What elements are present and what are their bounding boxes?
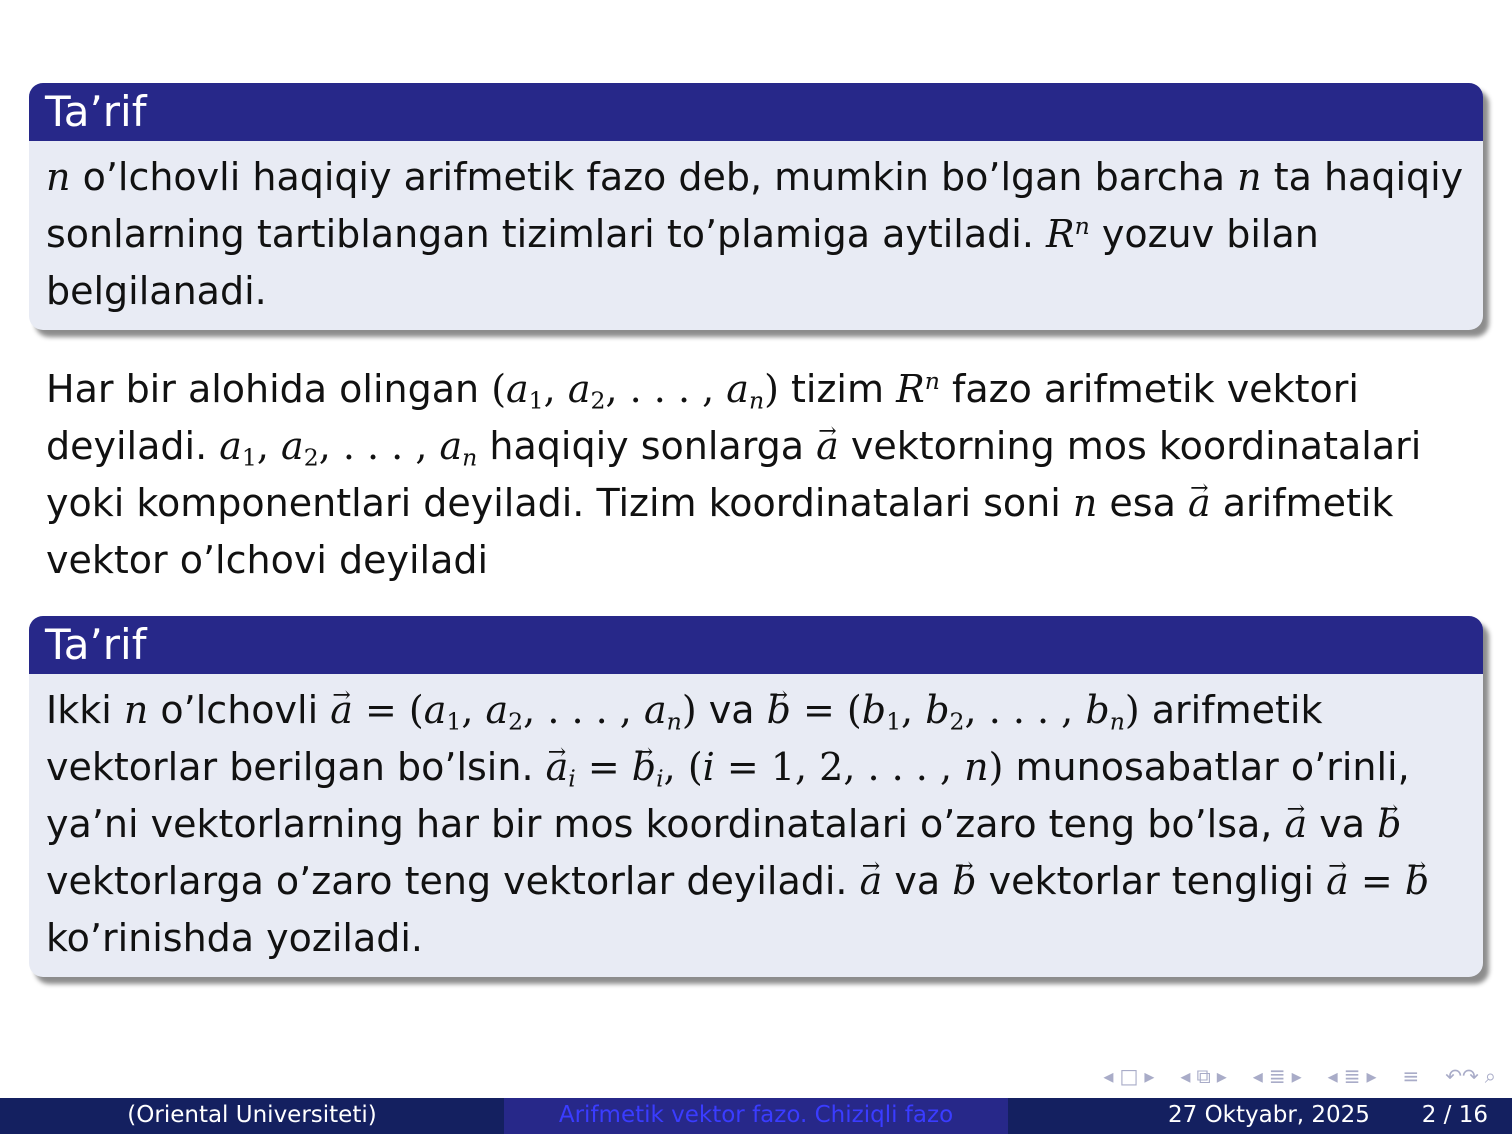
nav-right-arrow-icon[interactable]: ▸ [1291,1064,1302,1088]
footer-institution: (Oriental Universiteti) [0,1098,504,1134]
section-icon[interactable]: ≣ [1268,1064,1286,1088]
footer-right [1008,1098,1512,1134]
back-forward-icon[interactable]: ↶↷ [1445,1064,1479,1088]
nav-left-arrow-icon[interactable]: ◂ [1103,1064,1114,1088]
nav-left-arrow-icon[interactable]: ◂ [1180,1064,1191,1088]
vector-a: a → [1188,475,1211,532]
nav-right-arrow-icon[interactable]: ▸ [1144,1064,1155,1088]
footer-date: 27 Oktyabr, 2025 [1168,1102,1370,1128]
nav-right-arrow-icon[interactable]: ▸ [1366,1064,1377,1088]
appendix-icon[interactable]: ≡ [1402,1064,1420,1088]
footer-title: Arifmetik vektor fazo. Chiziqli fazo [504,1098,1008,1134]
search-icon[interactable]: ⌕ [1484,1064,1496,1088]
subsection-icon[interactable]: ⧉ [1196,1064,1211,1088]
definition-block-1 [29,83,1483,330]
block-title: Ta’rif [29,83,1483,141]
definition-block-2 [29,616,1483,977]
nav-left-arrow-icon[interactable]: ◂ [1252,1064,1263,1088]
main-paragraph: Har bir alohida olingan ($a_1$, $a_2$, . . . , $a_n$) tizim $R^n$ fazo arifmetik vektori deyiladi. $a_1$, $a_2$, . . . , $a_n$ haqiqiy sonlarga a → vektorning mos koordinatalari yoki komponentlari deyiladi. Tizim koordinatalari soni n esa a → arifmetik vektor o’lchovi deyiladi [46,361,1486,589]
vector-a: a → [816,418,839,475]
frame-icon[interactable]: □ [1119,1064,1139,1088]
block-body: Ikki n o’lchovli a → = ($a_1$, $a_2$, . . . , $a_n$) va b → = ($b_1$, $b_2$, . . . , $b_n$) arifmetik vektorlar berilgan bo’lsin. $a \to_i = b \to_i$, (i = 1, 2, . . . , n) munosabatlar o’rinli, ya’ni vektorlarning har bir mos koordinatalari o’zaro teng bo’lsa, a → va b → vektorlarga o’zaro teng vektorlar deyiladi. a → va b → vektorlar tengligi a → = b → ko’rinishda yoziladi. [29,674,1483,977]
block-title: Ta’rif [29,616,1483,674]
document-icon[interactable]: ≣ [1343,1064,1361,1088]
block-body: n o’lchovli haqiqiy arifmetik fazo deb, mumkin bo’lgan barcha n ta haqiqiy sonlarning tartiblangan tizimlari to’plamiga aytiladi. $R^n$ yozuv bilan belgilanadi. [46,155,1464,313]
page-number: 2 / 16 [1421,1102,1488,1128]
nav-left-arrow-icon[interactable]: ◂ [1327,1064,1338,1088]
footer [0,1098,1512,1134]
beamer-navigation-bar [1103,1062,1496,1090]
nav-right-arrow-icon[interactable]: ▸ [1216,1064,1227,1088]
